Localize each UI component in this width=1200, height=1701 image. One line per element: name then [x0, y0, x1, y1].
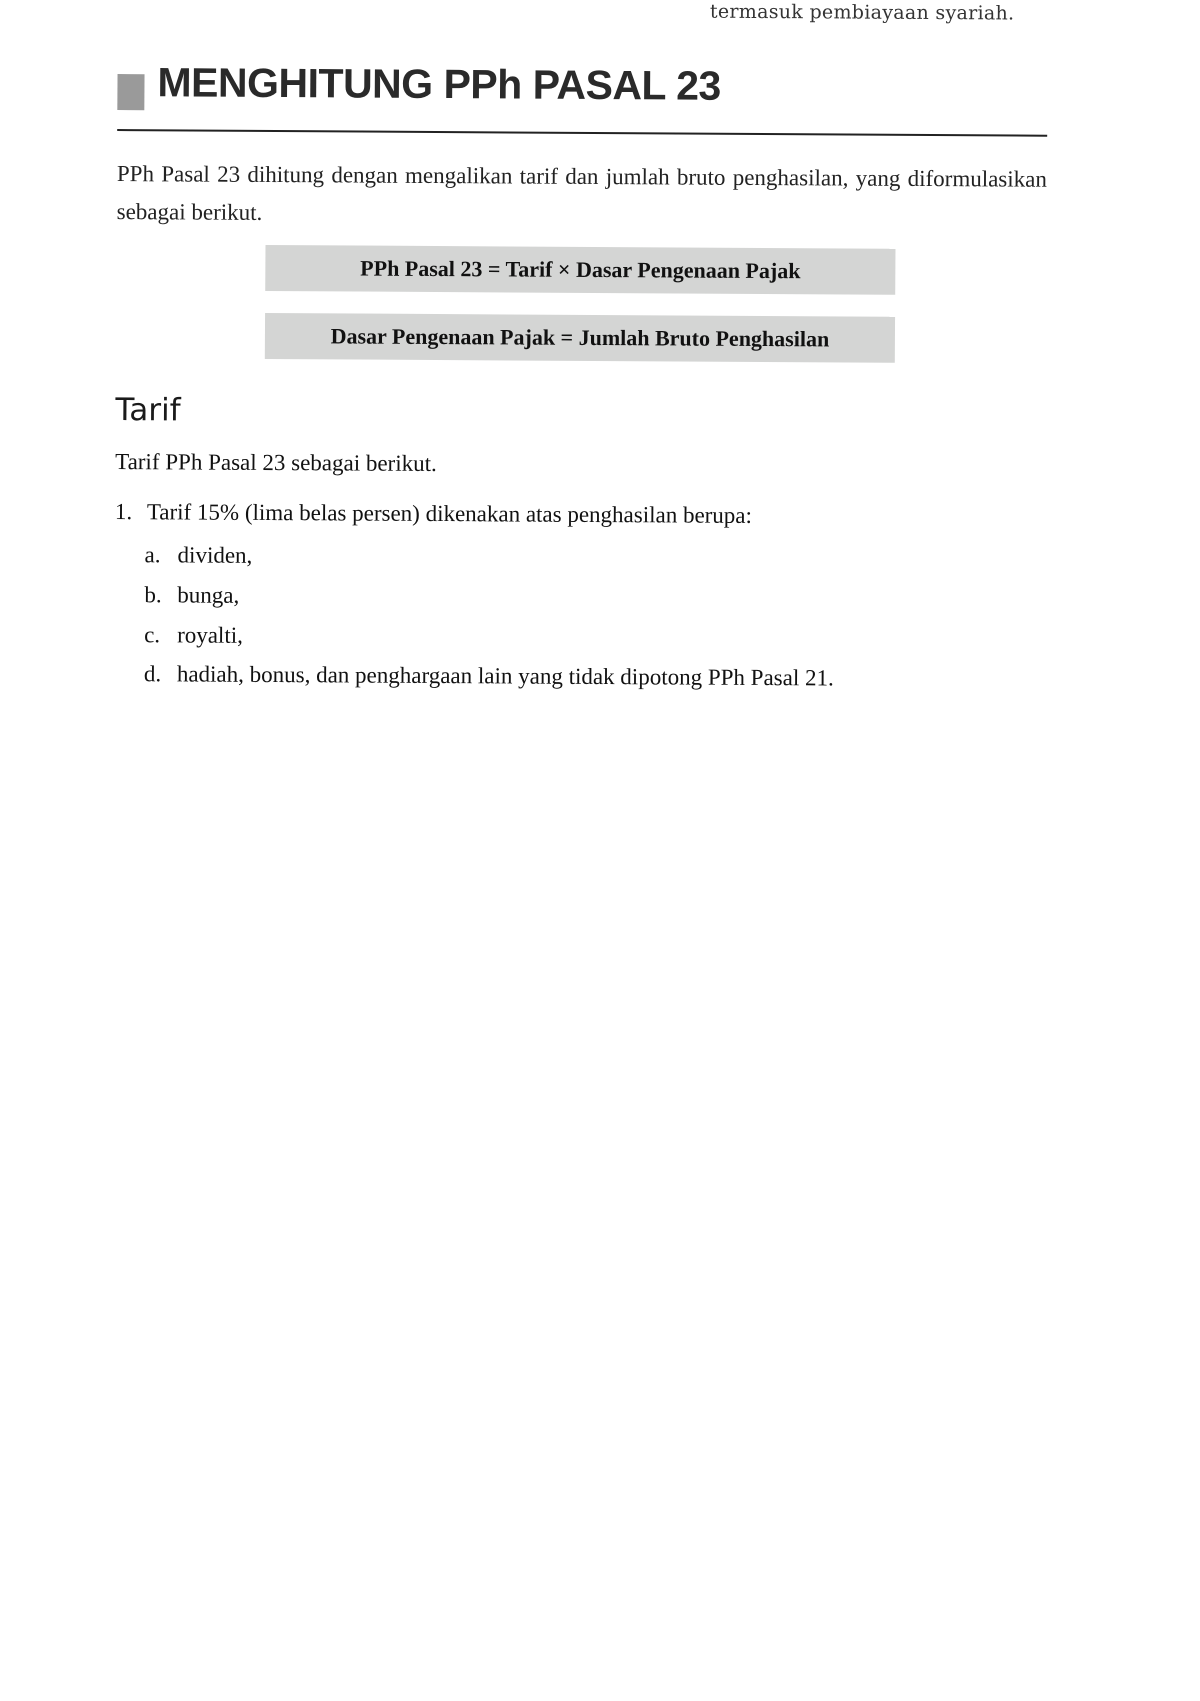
- list-item: [115, 499, 752, 529]
- sub-list-item-text: hadiah, bonus, dan penghargaan lain yang tidak dipotong PPh Pasal 21.: [176, 661, 834, 691]
- intro-paragraph: PPh Pasal 23 dihitung dengan mengalikan tarif dan jumlah bruto penghasilan, yang diformulasikan sebagai berikut.: [116, 161, 1047, 225]
- list-item-number: 1.: [114, 499, 133, 525]
- sub-list-item: [144, 661, 834, 691]
- formula-box-pph: PPh Pasal 23 = Tarif × Dasar Pengenaan Pajak: [265, 245, 895, 295]
- previous-paragraph-fragment: termasuk pembiayaan syariah.: [709, 0, 1015, 25]
- sub-list-item: [144, 622, 243, 649]
- sub-list-item: [144, 582, 239, 609]
- sub-list-item-letter: c.: [144, 622, 161, 648]
- sub-list-item-letter: b.: [144, 582, 162, 608]
- formula-box-dpp: Dasar Pengenaan Pajak = Jumlah Bruto Penghasilan: [265, 313, 895, 363]
- tarif-heading: Tarif: [115, 392, 181, 429]
- tarif-lead: Tarif PPh Pasal 23 sebagai berikut.: [115, 449, 437, 477]
- list-item-text: Tarif 15% (lima belas persen) dikenakan atas penghasilan berupa:: [146, 499, 753, 528]
- sub-list-item-letter: a.: [144, 542, 161, 568]
- sub-list-item-letter: d.: [143, 661, 162, 687]
- section-header: [117, 59, 1047, 137]
- section-marker-block: [117, 74, 144, 110]
- sub-list-item: [145, 542, 253, 569]
- sub-list-item-text: bunga,: [177, 582, 240, 608]
- sub-list-item-text: dividen,: [177, 542, 253, 568]
- sub-list-item-text: royalti,: [177, 622, 243, 648]
- section-title: MENGHITUNG PPh PASAL 23: [157, 59, 721, 109]
